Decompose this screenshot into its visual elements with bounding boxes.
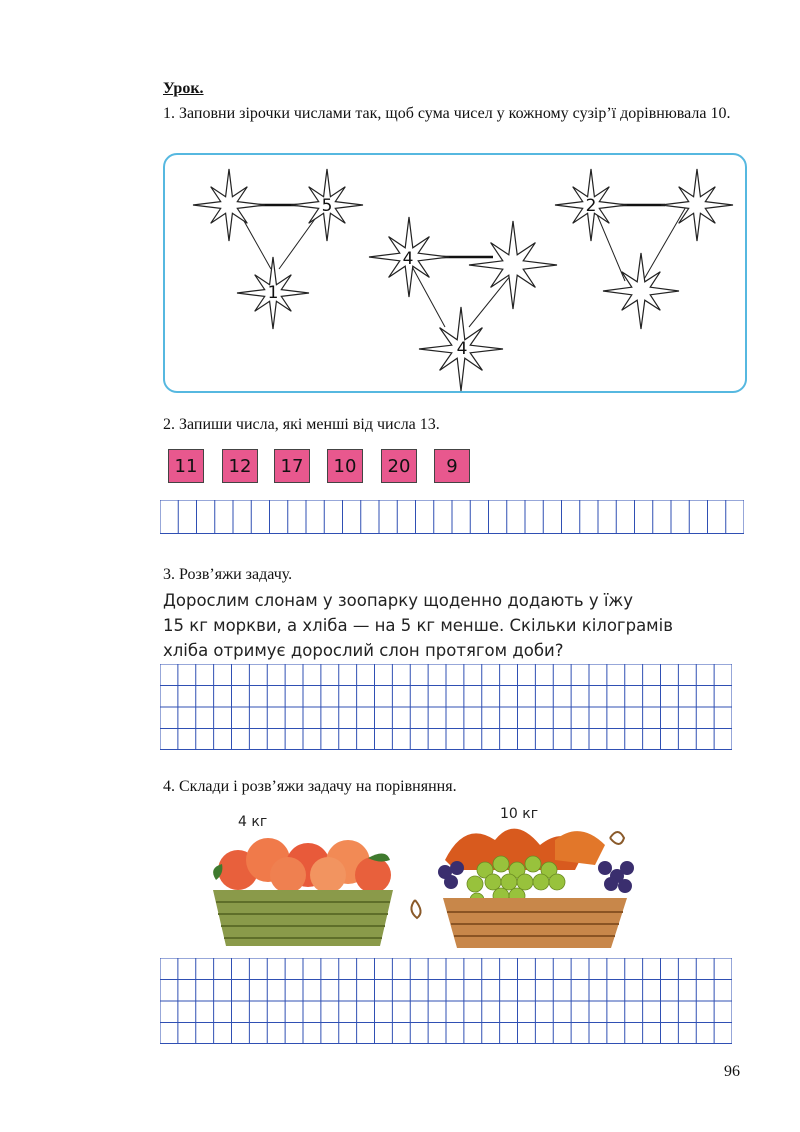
star-value: 1 — [267, 283, 279, 303]
number-card[interactable]: 9 — [434, 449, 470, 483]
star-shape — [603, 253, 679, 329]
number-card[interactable]: 17 — [274, 449, 310, 483]
grape-basket-image — [405, 820, 645, 952]
task-3-text: 3. Розв’яжи задачу. — [163, 566, 293, 583]
problem-line: Дорослим слонам у зоопарку щоденно додають у їжу — [163, 591, 634, 610]
weight-label-grapes: 10 кг — [500, 806, 539, 822]
word-problem — [163, 588, 743, 663]
number-card[interactable]: 11 — [168, 449, 204, 483]
star-constellations — [163, 153, 747, 393]
answer-grid-task-3[interactable] — [160, 664, 732, 750]
star-shape — [469, 221, 557, 309]
task-4-text: 4. Склади і розв’яжи задачу на порівняння. — [163, 778, 457, 795]
task-1-text: 1. Заповни зірочки числами так, щоб сума чисел у кожному сузір’ї дорівнювала 10. — [163, 105, 731, 122]
peach-basket-image — [208, 820, 398, 950]
star-shape — [661, 169, 733, 241]
star-value: 5 — [321, 196, 333, 216]
problem-line: 15 кг моркви, а хліба — на 5 кг менше. Скільки кілограмів — [163, 616, 673, 635]
number-card[interactable]: 10 — [327, 449, 363, 483]
lesson-title: Урок. — [163, 80, 204, 97]
star-shape — [193, 169, 265, 241]
problem-line: хліба отримує дорослий слон протягом доби? — [163, 641, 564, 660]
star-value: 2 — [585, 196, 597, 216]
weight-label-peaches: 4 кг — [238, 814, 268, 830]
answer-grid-task-2[interactable] — [160, 500, 744, 534]
page-number: 96 — [724, 1063, 740, 1080]
task-2-text: 2. Запиши числа, які менші від числа 13. — [163, 416, 440, 433]
star-value: 4 — [456, 339, 468, 359]
number-card[interactable]: 12 — [222, 449, 258, 483]
number-card[interactable]: 20 — [381, 449, 417, 483]
answer-grid-task-4[interactable] — [160, 958, 732, 1044]
star-value: 4 — [402, 249, 414, 269]
